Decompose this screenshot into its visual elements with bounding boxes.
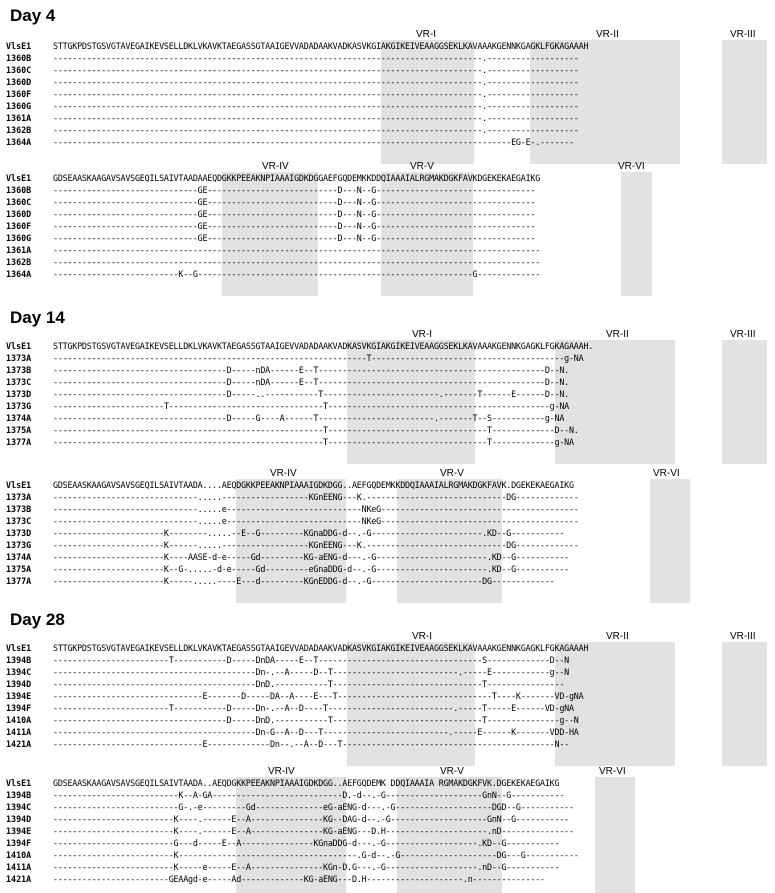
sequence-row	[6, 221, 535, 232]
sequence-text: -----------------------K----AASE-d-e-----Gd---------KG-aENG-d---.-G-----------------------.KD--G-----------	[53, 552, 569, 562]
sequence-id: 1364A	[6, 269, 32, 279]
sequence-row	[6, 353, 583, 364]
sequence-id: VlsE1	[6, 643, 32, 653]
sequence-id: 1410A	[6, 850, 32, 860]
sequence-text: -----------------------K------.....------------------KGnEENG---K.-----------------------------DG-------------	[53, 540, 579, 550]
sequence-id: 1373G	[6, 401, 32, 411]
sequence-text: ------------------------------.....------------------KGnEENG---K.-----------------------------DG-------------	[53, 492, 579, 502]
sequence-id: 1360C	[6, 197, 32, 207]
sequence-text: -------------------------------E-------------Dn--.--A--D---T--------------------------------------------N--	[53, 739, 569, 749]
sequence-id: 1394F	[6, 703, 32, 713]
sequence-row	[6, 137, 574, 148]
sequence-text: -----------------------------------------------------------------------------------------------------	[53, 245, 541, 255]
sequence-row	[6, 365, 569, 376]
sequence-id: 1375A	[6, 564, 32, 574]
sequence-text: GDSEAASKAAGAVSAVSGEQILSAIVTAADAAEQDGKKPEEAKNPIAAAIGDKDGGAEFGQDEMKKDDQIAAAIALRGMAKDGKFAVKDGEKEKAEGAIKG	[53, 173, 541, 183]
sequence-id: 1374A	[6, 413, 32, 423]
sequence-row	[6, 516, 579, 527]
sequence-text: STTGKPDSTGSVGTAVEGAIKEVSELLDKLVKAVKTAEGASSGTAAIGEVVADADAAKVADKASVKGIAKGIKEIVEAAGGSEKLKAVAAAKGENNKGAGKLFGKAGAAAH	[53, 41, 589, 51]
sequence-row	[6, 77, 579, 88]
sequence-id: 1360F	[6, 89, 32, 99]
sequence-id: 1361A	[6, 245, 32, 255]
sequence-id: 1394D	[6, 814, 32, 824]
sequence-text: GDSEAASKAAGAVSAVSGEQILSAIVTAADA....AEQDGKKPEEAKNPIAAAIGDKDGG..AEFGQDEMKKDDQIAAAIALRGMAKDGKFAVK.DGEKEKAEGAIKG	[53, 480, 574, 490]
sequence-text: ------------------------------GE---------------------------D---N--G---------------------------------	[53, 233, 536, 243]
variable-region-shading	[595, 777, 635, 893]
sequence-row	[6, 341, 593, 352]
sequence-row	[6, 564, 569, 575]
sequence-row	[6, 576, 555, 587]
sequence-text: -----------------------------------------------------------------------------------------.-------------------	[53, 53, 579, 63]
sequence-id: 1373D	[6, 528, 32, 538]
sequence-id: 1394C	[6, 802, 32, 812]
sequence-text: ------------------------T-----------D-----Dn-.--A--D----T--------------------------.-----T-----E------VD-gNA	[53, 703, 574, 713]
sequence-row	[6, 850, 579, 861]
region-label: VR-I	[412, 631, 432, 642]
region-label: VR-VI	[599, 766, 626, 777]
sequence-text: -------------------------G---d-----E--A---------------KGnaDDG-d---.-G-------------------.KD--G-----------	[53, 838, 560, 848]
sequence-row	[6, 125, 579, 136]
sequence-text: --------------------------K--A-GA---------------------------D.-d--.-G--------------------GnN--G-----------	[53, 790, 565, 800]
sequence-text: -----------------------------------------------------------------------------------------.-------------------	[53, 125, 579, 135]
sequence-id: VlsE1	[6, 173, 32, 183]
sequence-row	[6, 209, 535, 220]
sequence-id: 1360B	[6, 185, 32, 195]
sequence-row	[6, 862, 559, 873]
sequence-id: 1394F	[6, 838, 32, 848]
sequence-text: ------------------------------.....e----------------------------NKeG-----------------------------------------	[53, 504, 579, 514]
sequence-row	[6, 245, 540, 256]
panel-title: Day 4	[10, 6, 56, 25]
sequence-text: --------------------------G-.-e---------Gd--------------eG-aENG-d---.-G--------------------DGD--G-----------	[53, 802, 574, 812]
sequence-text: ------------------------------GE---------------------------D---N--G---------------------------------	[53, 221, 536, 231]
sequence-id: 1373A	[6, 353, 32, 363]
sequence-text: ------------------------------GE---------------------------D---N--G---------------------------------	[53, 197, 536, 207]
region-label: VR-I	[412, 329, 432, 340]
sequence-id: 1360F	[6, 221, 32, 231]
sequence-text: -----------------------------------------------------------------------------------------.-------------------	[53, 77, 579, 87]
sequence-id: 1360C	[6, 65, 32, 75]
sequence-row	[6, 233, 535, 244]
sequence-text: -----------------------K--------.....--E--G---------KGnaDDG-d--.-G-----------------------.KD--G-----------	[53, 528, 565, 538]
sequence-row	[6, 874, 545, 885]
sequence-row	[6, 715, 579, 726]
sequence-text: ------------------------------.....e----------------------------NKeG-----------------------------------------	[53, 516, 579, 526]
sequence-id: 1421A	[6, 739, 32, 749]
sequence-id: 1360D	[6, 209, 32, 219]
sequence-row	[6, 540, 579, 551]
sequence-row	[6, 492, 579, 503]
sequence-id: VlsE1	[6, 778, 32, 788]
sequence-row	[6, 691, 583, 702]
sequence-text: -------------------------K-------------------------------------.G-d--.-G--------------------DG---G-----------	[53, 850, 579, 860]
sequence-text: --------------------------------------------------------T---------------------------------T-------------g-NA	[53, 437, 574, 447]
region-label: VR-III	[730, 29, 756, 40]
region-label: VR-II	[596, 29, 619, 40]
region-label: VR-II	[606, 329, 629, 340]
sequence-id: 1373B	[6, 504, 32, 514]
sequence-row	[6, 101, 579, 112]
sequence-id: 1394E	[6, 826, 32, 836]
sequence-id: VlsE1	[6, 480, 32, 490]
sequence-id: 1394B	[6, 655, 32, 665]
sequence-row	[6, 377, 569, 388]
sequence-text: ------------------------------------D-----G----A------T------------------------.-------T--S-----------g-NA	[53, 413, 565, 423]
sequence-row	[6, 53, 579, 64]
sequence-row	[6, 790, 564, 801]
sequence-id: 1373C	[6, 516, 32, 526]
sequence-row	[6, 425, 579, 436]
sequence-text: ------------------------------------------Dn-.--A-----D--T--------------------------.-----E------------g--N	[53, 667, 569, 677]
sequence-id: 1394B	[6, 790, 32, 800]
sequence-row	[6, 667, 569, 678]
region-label: VR-V	[440, 468, 464, 479]
sequence-text: ------------------------------GE---------------------------D---N--G---------------------------------	[53, 209, 536, 219]
sequence-id: 1360G	[6, 233, 32, 243]
sequence-row	[6, 437, 574, 448]
sequence-text: ------------------------------------D-----DnD.-----------T-------------------------------T---------------g--N	[53, 715, 579, 725]
sequence-text: --------------------------------------------------------T---------------------------------T-------------D--N.	[53, 425, 579, 435]
sequence-row	[6, 814, 569, 825]
region-label: VR-II	[606, 631, 629, 642]
variable-region-shading	[722, 642, 767, 766]
sequence-text: -----------------------------------------------------------------------------------------.-------------------	[53, 65, 579, 75]
sequence-row	[6, 679, 564, 690]
sequence-row	[6, 826, 574, 837]
variable-region-shading	[722, 340, 767, 464]
sequence-row	[6, 257, 540, 268]
sequence-text: -----------------------------------------------------------------------------------------.-------------------	[53, 101, 579, 111]
sequence-text: STTGKPDSTGSVGTAVEGAIKEVSELLDKLVKAVKTAEGASSGTAAIGEVVADADAAKVADKASVKGIAKGIKEIVEAAGGSEKLKAVAAAKGENNKGAGKLFGKAGAAAH.	[53, 341, 594, 351]
sequence-text: -----------------------K--G-.....-d-e-----Gd---------eGnaDDG-d--.-G-----------------------.KD--G-----------	[53, 564, 569, 574]
region-label: VR-IV	[270, 468, 297, 479]
sequence-text: -----------------------K-----.....----E---d---------KGnEDDG-d--.-G-----------------------DG-------------	[53, 576, 555, 586]
sequence-row	[6, 802, 574, 813]
sequence-id: 1374A	[6, 552, 32, 562]
sequence-text: -----------------------------------------------------------------------------------------.-------------------	[53, 113, 579, 123]
sequence-row	[6, 739, 569, 750]
region-label: VR-V	[440, 766, 464, 777]
sequence-id: 1360B	[6, 53, 32, 63]
panel-title: Day 14	[10, 308, 65, 327]
sequence-row	[6, 65, 579, 76]
sequence-id: 1421A	[6, 874, 32, 884]
sequence-id: VlsE1	[6, 41, 32, 51]
region-label: VR-I	[416, 29, 436, 40]
sequence-id: 1411A	[6, 862, 32, 872]
sequence-id: 1373A	[6, 492, 32, 502]
sequence-row	[6, 552, 569, 563]
sequence-row	[6, 401, 569, 412]
sequence-row	[6, 528, 564, 539]
sequence-text: -------------------------K-----e-----E--A---------------KGn-D.G---.-G-------------------.nD--G-----------	[53, 862, 560, 872]
sequence-id: 1375A	[6, 425, 32, 435]
sequence-id: 1394C	[6, 667, 32, 677]
sequence-text: GDSEAASKAAGAVSAVSGEQILSAIVTAADA..AEQDGKKPEEAKNPIAAAIGDKDGG..AEFGQDEMK DDQIAAAIA RGMAKDGKFVK.DGEKEKAEGAIKG	[53, 778, 560, 788]
sequence-row	[6, 269, 540, 280]
sequence-text: ------------------------------------D-----nDA------E--T-----------------------------------------------D--N.	[53, 377, 569, 387]
sequence-text: ------------------------------GE---------------------------D---N--G---------------------------------	[53, 185, 536, 195]
sequence-id: 1373D	[6, 389, 32, 399]
variable-region-shading	[650, 479, 690, 603]
sequence-row	[6, 655, 569, 666]
panel-title: Day 28	[10, 610, 65, 629]
region-label: VR-VI	[618, 161, 645, 172]
region-label: VR-VI	[653, 468, 680, 479]
sequence-text: ------------------------------------D-----..-----------T------------------------.-------T------E------D--N.	[53, 389, 569, 399]
sequence-id: 1394E	[6, 691, 32, 701]
sequence-row	[6, 778, 559, 789]
sequence-row	[6, 703, 574, 714]
sequence-text: -----------------------------------------------------------------------------------------------------	[53, 257, 541, 267]
sequence-id: 1373C	[6, 377, 32, 387]
sequence-id: VlsE1	[6, 341, 32, 351]
sequence-id: 1411A	[6, 727, 32, 737]
sequence-text: -----------------------T--------------------------------T----------------------------------------------g-NA	[53, 401, 569, 411]
sequence-row	[6, 413, 564, 424]
sequence-row	[6, 480, 574, 491]
sequence-row	[6, 185, 535, 196]
sequence-text: -------------------------K----.------E--A---------------KG-aENG---D.H---------------------.nD---------------	[53, 826, 574, 836]
sequence-row	[6, 389, 569, 400]
sequence-id: 1373G	[6, 540, 32, 550]
sequence-id: 1360G	[6, 101, 32, 111]
sequence-text: ------------------------GEAAgd-e-----Ad-------------KG-aENG---D.H--------------------.n---------------	[53, 874, 545, 884]
sequence-text: ------------------------------------D-----nDA------E--T-----------------------------------------------D--N.	[53, 365, 569, 375]
sequence-id: 1364A	[6, 137, 32, 147]
region-label: VR-V	[410, 161, 434, 172]
sequence-row	[6, 173, 540, 184]
sequence-row	[6, 727, 579, 738]
sequence-id: 1361A	[6, 113, 32, 123]
sequence-text: STTGKPDSTGSVGTAVEGAIKEVSELLDKLVKAVKTAEGASSGTAAIGEVVADADAAKVADKASVKGIAKGIKEIVEAAGGSEKLKAVAAAKGENNKGAGKLFGKAGAAAH	[53, 643, 589, 653]
variable-region-shading	[621, 172, 652, 296]
sequence-id: 1377A	[6, 576, 32, 586]
sequence-row	[6, 41, 588, 52]
sequence-row	[6, 504, 579, 515]
region-label: VR-IV	[268, 766, 295, 777]
sequence-text: --------------------------K--G---------------------------------------------------------G-------------	[53, 269, 541, 279]
region-label: VR-IV	[262, 161, 289, 172]
sequence-text: -----------------------------------------------------------------------------------------.-------------------	[53, 89, 579, 99]
sequence-id: 1362B	[6, 257, 32, 267]
sequence-text: -----------------------------------------------------------------------------------------------EG-E-.-------	[53, 137, 574, 147]
sequence-row	[6, 838, 559, 849]
sequence-row	[6, 113, 579, 124]
sequence-text: ------------------------T-----------D-----DnDA-----E--T----------------------------------S-------------D--N	[53, 655, 569, 665]
sequence-row	[6, 89, 579, 100]
region-label: VR-III	[730, 631, 756, 642]
region-label: VR-III	[730, 329, 756, 340]
sequence-id: 1362B	[6, 125, 32, 135]
sequence-text: ------------------------------------------DnD.-----------T-------------------------------T----------------	[53, 679, 565, 689]
sequence-row	[6, 643, 588, 654]
sequence-id: 1394D	[6, 679, 32, 689]
sequence-text: ------------------------------------------Dn-G--A--D---T--------------------------.-----E------K-------VDD-HA	[53, 727, 579, 737]
variable-region-shading	[722, 40, 767, 164]
sequence-text: -------------------------K----.------E--A---------------KG--DAG-d--.-G--------------------GnN--G-----------	[53, 814, 569, 824]
sequence-id: 1360D	[6, 77, 32, 87]
sequence-row	[6, 197, 535, 208]
sequence-id: 1373B	[6, 365, 32, 375]
sequence-id: 1377A	[6, 437, 32, 447]
sequence-text: -------------------------------E-------D-----DA--A----E---T--------------------------------T----K-------VD-gNA	[53, 691, 584, 701]
sequence-id: 1410A	[6, 715, 32, 725]
sequence-text: -----------------------------------------------------------------T----------------------------------------g-NA	[53, 353, 584, 363]
